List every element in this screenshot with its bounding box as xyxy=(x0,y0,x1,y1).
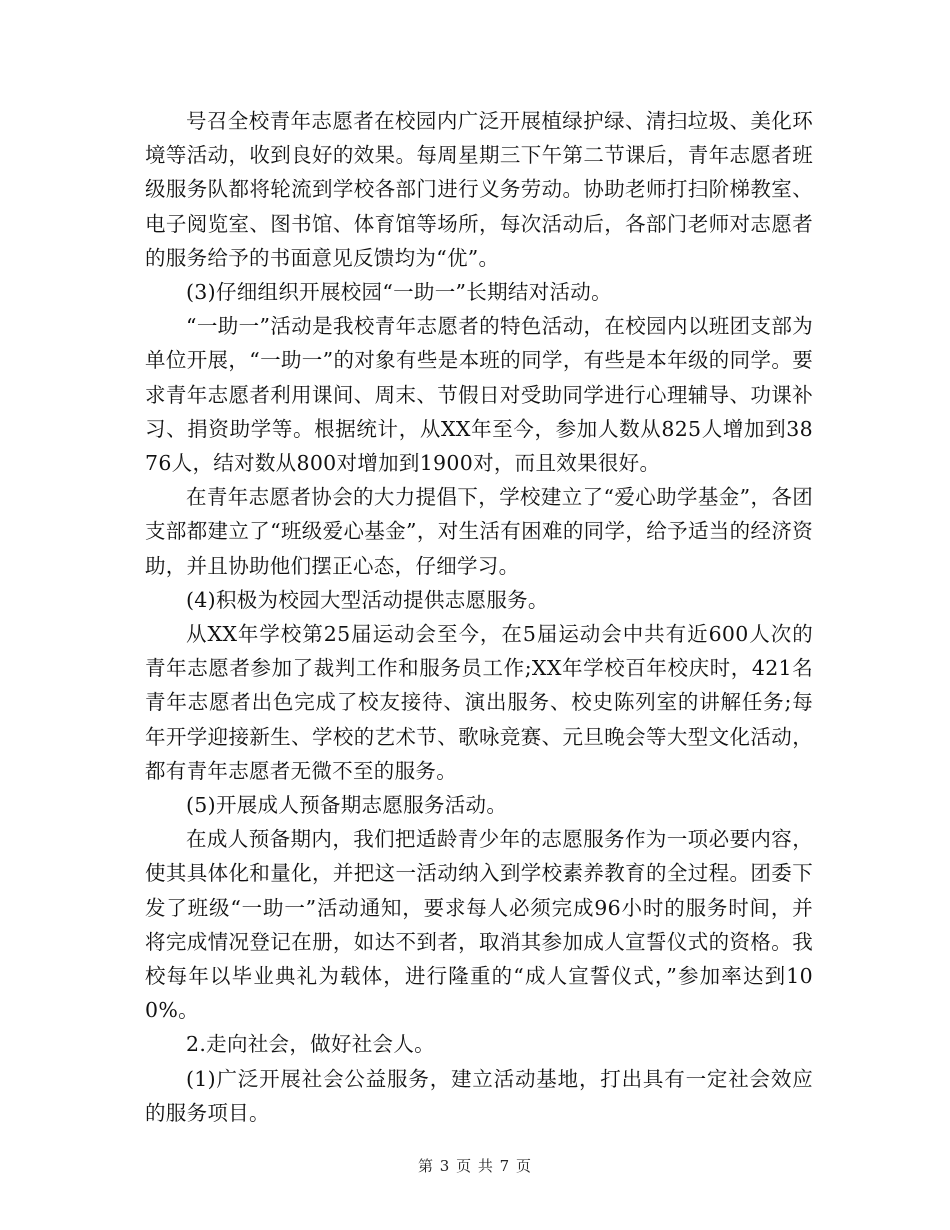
paragraph-adult-preparation: 在成人预备期内，我们把适龄青少年的志愿服务作为一项必要内容，使其具体化和量化，并把这一活动纳入到学校素养教育的全过程。团委下发了班级“一助一”活动通知，要求每人必须完成96小时的服务时间，并将完成情况登记在册，如达不到者，取消其参加成人宣誓仪式的资格。我校每年以毕业典礼为载体，进行隆重的“成人宣誓仪式，”参加率达到100%。 xyxy=(145,827,813,1023)
heading-campus-event-service: (4)积极为校园大型活动提供志愿服务。 xyxy=(186,587,549,612)
paragraph-charity-fund: 在青年志愿者协会的大力提倡下，学校建立了“爱心助学基金”，各团支部都建立了“班级爱心基金”，对生活有困难的同学，给予适当的经济资助，并且协助他们摆正心态，仔细学习。 xyxy=(145,485,813,578)
paragraph-one-help-one-activity: “一助一”活动是我校青年志愿者的特色活动，在校园内以班团支部为单位开展，“一助一”的对象有些是本班的同学，有些是本年级的同学。要求青年志愿者利用课间、周末、节假日对受助同学进行心理辅导、功课补习、捐资助学等。根据统计，从XX年至今，参加人数从825人增加到3876人，结对数从800对增加到1900对，而且效果很好。 xyxy=(145,314,813,476)
heading-go-to-society: 2.走向社会，做好社会人。 xyxy=(186,1032,435,1057)
paragraph-volunteer-campus-service: 号召全校青年志愿者在校园内广泛开展植绿护绿、清扫垃圾、美化环境等活动，收到良好的效果。每周星期三下午第二节课后，青年志愿者班级服务队都将轮流到学校各部门进行义务劳动。协助老师打扫阶梯教室、电子阅览室、图书馆、体育馆等场所，每次活动后，各部门老师对志愿者的服务给予的书面意见反馈均为“优”。 xyxy=(145,109,813,270)
heading-public-welfare-service: (1)广泛开展社会公益服务，建立活动基地，打出具有一定社会效应的服务项目。 xyxy=(145,1066,813,1125)
page-footer xyxy=(0,1155,950,1176)
paragraph-sports-meet-anniversary: 从XX年学校第25届运动会至今，在5届运动会中共有近600人次的青年志愿者参加了裁判工作和服务员工作;XX年学校百年校庆时，421名青年志愿者出色完成了校友接待、演出服务、校史陈列室的讲解任务;每年开学迎接新生、学校的艺术节、歌咏竞赛、元旦晚会等大型文化活动，都有青年志愿者无微不至的服务。 xyxy=(145,622,813,783)
heading-adult-preparation-service: (5)开展成人预备期志愿服务活动。 xyxy=(186,793,508,818)
document-body xyxy=(145,104,813,1130)
heading-one-help-one-pairing: (3)仔细组织开展校园“一助一”长期结对活动。 xyxy=(186,280,612,305)
page-number-label: 第 3 页 共 7 页 xyxy=(418,1157,532,1175)
